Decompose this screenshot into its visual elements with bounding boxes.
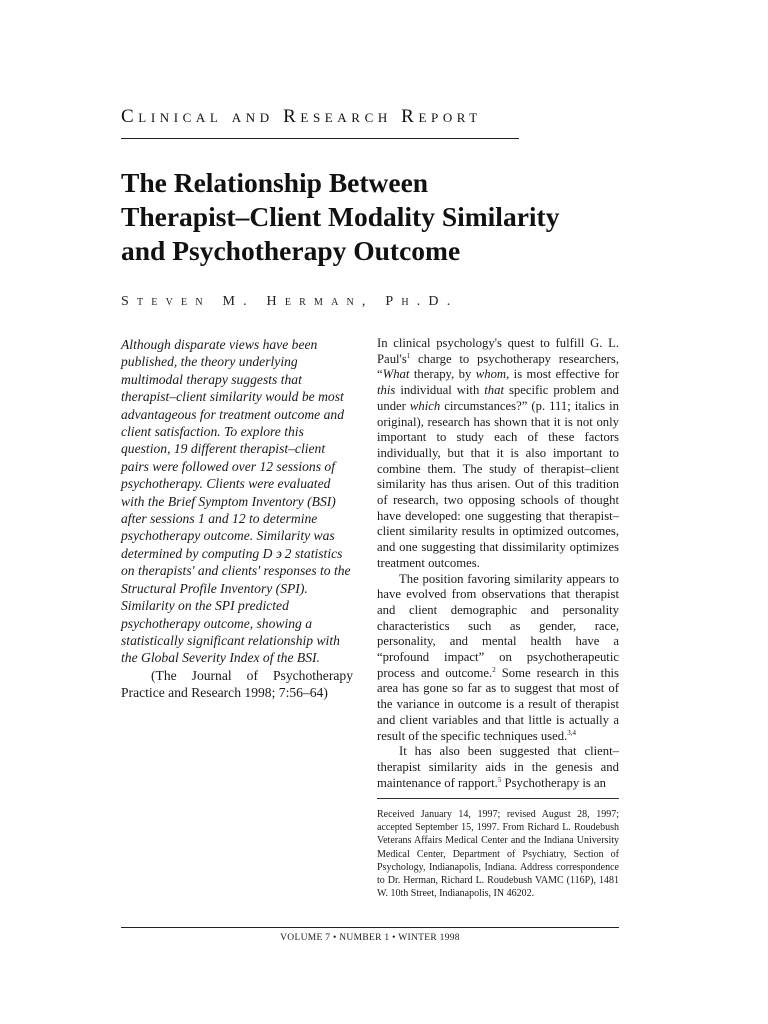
section-header-rule: [121, 138, 519, 139]
abstract-column: [121, 336, 353, 702]
footnote-rule: [377, 798, 619, 799]
journal-citation: (The Journal of Psychotherapy Practice and Research 1998; 7:56–64): [121, 667, 353, 701]
title-line: Therapist–Client Modality Similarity: [121, 201, 560, 232]
article-title: [121, 166, 641, 268]
received-footnote: Received January 14, 1997; revised August 28, 1997; accepted September 15, 1997. From Richard L. Roudebush Veterans Affairs Medical Center and the Indiana University Medical Center, Department of Psychiatry, Section of Psychology, Indianapolis, Indiana. Address correspondence to Dr. Herman, Richard L. Roudebush VAMC (116P), 1481 W. 10th Street, Indianapolis, IN 46202.: [377, 809, 619, 900]
reference-marker: 5: [497, 775, 502, 784]
body-paragraph: In clinical psychology's quest to fulfill G. L. $Paul's^1$ charge to psychotherapy researchers, “What therapy, by whom, is most effective for this individual with that specific problem and under which circumstances?” (p. 111; italics in original), research has shown that it is not only important to study each of these factors individually, but that it is also important to combine them. The study of therapist–client similarity has thus arisen. Out of this tradition of research, two opposing schools of thought have developed: one suggesting that therapist–client similarity results in optimized outcomes, and one suggesting that dissimilarity optimizes treatment outcomes.: [377, 336, 620, 570]
reference-marker: 1: [406, 351, 411, 360]
body-column: [377, 336, 619, 791]
abstract-text: Although disparate views have been published, the theory underlying multimodal therapy suggests that therapist–client similarity would be most advantageous for treatment outcome and client satisfaction. To explore this question, 19 different therapist–client pairs were followed over 12 sessions of psychotherapy. Clients were evaluated with the Brief Symptom Inventory (BSI) after sessions 1 and 12 to determine psychotherapy outcome. Similarity was determined by computing D ϶ 2 statistics on therapists' and clients' responses to the Structural Profile Inventory (SPI). Similarity on the SPI predicted psychotherapy outcome, showing a statistically significant relationship with the Global Severity Index of the BSI.: [121, 337, 351, 666]
reference-marker: 2: [492, 665, 496, 674]
section-header: Clinical and Research Report: [121, 106, 482, 127]
reference-marker: 3,4: [567, 728, 577, 737]
footer-rule: [121, 927, 619, 928]
body-paragraph: The position favoring similarity appears to have evolved from observations that therapist and client demographic and personality characteristics such as gender, race, personality, and mental health have a “profound impact” on psychotherapeutic process and outcome.$^2$ Some research in this area has gone so far as to suggest that most of the variance in outcome is a result of therapist and client variables and that little is actually a result of the specific techniques used.$^{3,4}$: [377, 571, 619, 743]
body-paragraph: It has also been suggested that client–therapist similarity aids in the genesis and maintenance of rapport.$^5$ Psychotherapy is an: [377, 744, 619, 790]
issue-footer: VOLUME 7 • NUMBER 1 • WINTER 1998: [280, 933, 460, 943]
author-byline: Steven M. Herman, Ph.D.: [121, 294, 459, 309]
title-line: and Psychotherapy Outcome: [121, 235, 461, 266]
title-line: The Relationship Between: [121, 167, 429, 198]
